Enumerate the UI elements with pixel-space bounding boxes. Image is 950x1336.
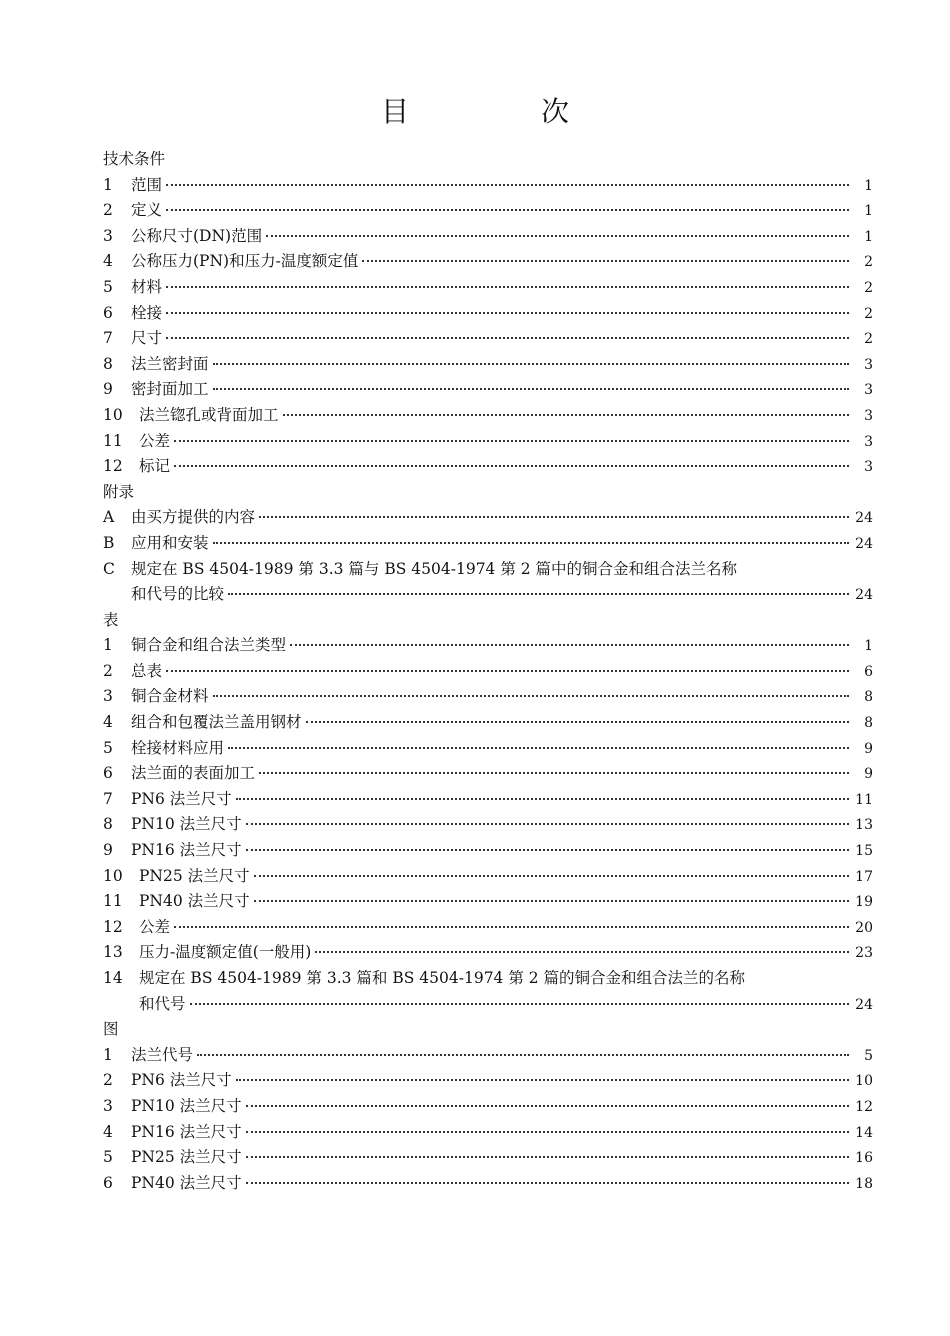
entry-number: 11 (103, 892, 123, 911)
entry-label: PN10 法兰尺寸 (131, 1096, 242, 1115)
entry-body (131, 275, 873, 302)
entry-label: 密封面加工 (131, 380, 209, 399)
toc-entry[interactable] (103, 326, 873, 352)
entry-page-number: 20 (855, 919, 873, 936)
entry-label: 范围 (131, 175, 163, 194)
entry-page-number: 12 (855, 1098, 873, 1115)
toc-entry[interactable] (103, 812, 873, 838)
section-heading: 图 (103, 1020, 119, 1039)
toc-entry[interactable] (103, 249, 873, 275)
entry-page-number: 16 (855, 1150, 873, 1167)
toc-entry[interactable] (103, 1094, 873, 1120)
entry-label: 组合和包覆法兰盖用钢材 (131, 713, 302, 732)
dot-leader (259, 772, 849, 774)
entry-number: 5 (103, 1148, 113, 1167)
entry-page-number: 19 (855, 894, 873, 911)
dot-leader (174, 440, 849, 442)
toc-entry[interactable] (103, 966, 873, 1017)
entry-label: 规定在 BS 4504-1989 第 3.3 篇和 BS 4504-1974 第 2 篇的铜合金和组合法兰的名称 (139, 969, 746, 987)
toc-entry[interactable] (103, 377, 873, 403)
entry-body (131, 249, 873, 276)
entry-label: 法兰面的表面加工 (131, 764, 256, 783)
toc-entry[interactable] (103, 1068, 873, 1094)
dot-leader (283, 414, 849, 416)
entry-continuation (139, 992, 873, 1018)
entry-label: 公称尺寸(DN)范围 (131, 226, 263, 245)
entry-page-number: 3 (864, 356, 873, 373)
entry-body (131, 1068, 873, 1095)
entry-body (131, 736, 873, 763)
entry-label: 法兰密封面 (131, 354, 209, 373)
table-of-contents (103, 147, 873, 1196)
dot-leader (259, 516, 849, 518)
dot-leader (190, 1003, 849, 1005)
dot-leader (166, 286, 849, 288)
dot-leader (213, 388, 849, 390)
dot-leader (228, 593, 849, 595)
entry-page-number: 3 (864, 382, 873, 399)
toc-entry[interactable] (103, 889, 873, 915)
entry-body (131, 557, 873, 608)
toc-entry[interactable] (103, 557, 873, 608)
entry-label: 铜合金和组合法兰类型 (131, 636, 287, 655)
toc-entry[interactable] (103, 173, 873, 199)
dot-leader (166, 337, 849, 339)
dot-leader (213, 542, 849, 544)
toc-entry[interactable] (103, 787, 873, 813)
entry-body (131, 1094, 873, 1121)
entry-body (139, 915, 873, 942)
dot-leader (266, 235, 849, 237)
entry-number: 2 (103, 661, 113, 680)
entry-label: 材料 (131, 277, 163, 296)
entry-page-number: 1 (864, 203, 873, 220)
entry-body (131, 198, 873, 225)
entry-label: PN10 法兰尺寸 (131, 815, 242, 834)
entry-label: 定义 (131, 201, 163, 220)
toc-entry[interactable] (103, 684, 873, 710)
entry-number: 3 (103, 1096, 113, 1115)
entry-page-number: 24 (855, 587, 873, 604)
entry-page-number: 2 (864, 331, 873, 348)
entry-page-number: 6 (864, 663, 873, 680)
entry-body (131, 326, 873, 353)
toc-entry[interactable] (103, 1145, 873, 1171)
entry-label: 铜合金材料 (131, 687, 209, 706)
entry-body (139, 940, 873, 967)
entry-body (131, 1171, 873, 1198)
entry-body (131, 1145, 873, 1172)
entry-page-number: 2 (864, 305, 873, 322)
dot-leader (246, 1182, 849, 1184)
entry-page-number: 24 (855, 510, 873, 527)
entry-page-number: 9 (864, 740, 873, 757)
entry-body (139, 403, 873, 430)
toc-entry[interactable] (103, 531, 873, 557)
dot-leader (246, 1131, 849, 1133)
entry-label: 栓接材料应用 (131, 738, 225, 757)
entry-page-number: 13 (855, 817, 873, 834)
entry-page-number: 15 (855, 843, 873, 860)
entry-number: 8 (103, 354, 113, 373)
entry-label: PN6 法兰尺寸 (131, 1071, 232, 1090)
entry-body (131, 377, 873, 404)
dot-leader (362, 260, 849, 262)
entry-body (139, 864, 873, 891)
dot-leader (246, 1156, 849, 1158)
entry-number: 10 (103, 866, 123, 885)
toc-entry[interactable] (103, 1043, 873, 1069)
entry-page-number: 23 (855, 945, 873, 962)
toc-entry[interactable] (103, 838, 873, 864)
entry-label: PN16 法兰尺寸 (131, 1122, 242, 1141)
entry-body (131, 761, 873, 788)
entry-label: 规定在 BS 4504-1989 第 3.3 篇与 BS 4504-1974 第 2 篇中的铜合金和组合法兰名称 (131, 559, 738, 578)
dot-leader (236, 798, 849, 800)
entry-body (131, 224, 873, 251)
entry-page-number: 3 (864, 459, 873, 476)
section-heading: 表 (103, 610, 119, 629)
entry-page-number: 1 (864, 177, 873, 194)
entry-body (131, 710, 873, 737)
entry-body (131, 173, 873, 200)
entry-number: 11 (103, 431, 123, 450)
entry-label: 法兰代号 (131, 1045, 194, 1064)
entry-page-number: 24 (855, 535, 873, 552)
dot-leader (213, 363, 849, 365)
dot-leader (246, 1105, 849, 1107)
entry-body (131, 531, 873, 558)
entry-label-continued: 和代号的比较 (131, 585, 225, 604)
dot-leader (174, 926, 849, 928)
entry-body (139, 454, 873, 481)
entry-page-number: 17 (855, 868, 873, 885)
entry-number: 5 (103, 738, 113, 757)
entry-page-number: 1 (864, 638, 873, 655)
dot-leader (213, 695, 849, 697)
entry-page-number: 24 (855, 996, 873, 1013)
entry-label: PN40 法兰尺寸 (139, 892, 250, 911)
dot-leader (246, 823, 849, 825)
entry-page-number: 11 (855, 791, 873, 808)
entry-label: 尺寸 (131, 329, 163, 348)
entry-number: 7 (103, 329, 113, 348)
section-heading: 附录 (103, 482, 135, 501)
entry-label-continued: 和代号 (139, 994, 186, 1013)
toc-entry[interactable] (103, 633, 873, 659)
entry-page-number: 10 (855, 1073, 873, 1090)
toc-entry[interactable] (103, 198, 873, 224)
entry-body (131, 659, 873, 686)
entry-label: 应用和安装 (131, 533, 209, 552)
entry-number: 6 (103, 1173, 113, 1192)
entry-page-number: 1 (864, 228, 873, 245)
toc-entry[interactable] (103, 301, 873, 327)
dot-leader (197, 1054, 849, 1056)
entry-label: 法兰锪孔或背面加工 (139, 405, 279, 424)
toc-entry[interactable] (103, 710, 873, 736)
entry-continuation (131, 582, 873, 608)
dot-leader (254, 875, 849, 877)
entry-number: 7 (103, 789, 113, 808)
entry-page-number: 2 (864, 279, 873, 296)
entry-number: 5 (103, 277, 113, 296)
toc-entry[interactable] (103, 761, 873, 787)
entry-body (131, 505, 873, 532)
entry-label: 公差 (139, 917, 171, 936)
entry-label: 标记 (139, 457, 171, 476)
entry-body (131, 787, 873, 814)
toc-entry[interactable] (103, 403, 873, 429)
entry-body (139, 429, 873, 456)
toc-entry[interactable] (103, 736, 873, 762)
toc-entry[interactable] (103, 505, 873, 531)
entry-page-number: 8 (864, 715, 873, 732)
entry-number: 8 (103, 815, 113, 834)
dot-leader (166, 312, 849, 314)
entry-number: 9 (103, 380, 113, 399)
dot-leader (236, 1079, 849, 1081)
entry-page-number: 3 (864, 433, 873, 450)
entry-body (131, 352, 873, 379)
entry-page-number: 5 (864, 1047, 873, 1064)
entry-number: 6 (103, 303, 113, 322)
entry-number: 12 (103, 457, 123, 476)
toc-entry[interactable] (103, 864, 873, 890)
page-title: 目 次 (380, 95, 621, 128)
entry-number: 2 (103, 201, 113, 220)
entry-body (139, 966, 873, 1017)
entry-label: PN25 法兰尺寸 (131, 1148, 242, 1167)
entry-label: 压力-温度额定值(一般用) (139, 943, 312, 962)
entry-number: 3 (103, 687, 113, 706)
entry-number: C (103, 559, 115, 578)
entry-label: PN25 法兰尺寸 (139, 866, 250, 885)
dot-leader (246, 849, 849, 851)
dot-leader (228, 747, 849, 749)
toc-entry[interactable] (103, 940, 873, 966)
entry-number: 10 (103, 405, 123, 424)
toc-entry[interactable] (103, 659, 873, 685)
toc-entry[interactable] (103, 429, 873, 455)
entry-number: 4 (103, 713, 113, 732)
entry-number: 14 (103, 969, 123, 987)
toc-entry[interactable] (103, 224, 873, 250)
entry-body (131, 1043, 873, 1070)
entry-page-number: 3 (864, 407, 873, 424)
entry-number: 2 (103, 1071, 113, 1090)
entry-label: 公称压力(PN)和压力-温度额定值 (131, 252, 359, 271)
entry-number: 12 (103, 917, 123, 936)
entry-label: PN6 法兰尺寸 (131, 789, 232, 808)
dot-leader (166, 209, 849, 211)
toc-entry[interactable] (103, 915, 873, 941)
entry-number: B (103, 533, 115, 552)
entry-label: PN40 法兰尺寸 (131, 1173, 242, 1192)
dot-leader (306, 721, 849, 723)
dot-leader (315, 951, 849, 953)
entry-body (139, 889, 873, 916)
entry-number: 6 (103, 764, 113, 783)
entry-number: 1 (103, 175, 113, 194)
entry-number: 4 (103, 252, 113, 271)
entry-page-number: 14 (855, 1124, 873, 1141)
entry-number: A (103, 508, 115, 527)
entry-page-number: 18 (855, 1175, 873, 1192)
entry-label: PN16 法兰尺寸 (131, 841, 242, 860)
dot-leader (166, 184, 849, 186)
toc-entry[interactable] (103, 352, 873, 378)
entry-label: 由买方提供的内容 (131, 508, 256, 527)
entry-body (131, 684, 873, 711)
dot-leader (290, 644, 849, 646)
entry-label: 公差 (139, 431, 171, 450)
entry-number: 1 (103, 636, 113, 655)
entry-number: 13 (103, 943, 123, 962)
entry-number: 3 (103, 226, 113, 245)
entry-body (131, 812, 873, 839)
entry-label: 栓接 (131, 303, 163, 322)
toc-entry[interactable] (103, 1171, 873, 1197)
entry-number: 4 (103, 1122, 113, 1141)
entry-body (131, 633, 873, 660)
dot-leader (254, 900, 849, 902)
section-heading: 技术条件 (103, 150, 166, 168)
entry-page-number: 8 (864, 689, 873, 706)
dot-leader (174, 465, 849, 467)
entry-page-number: 2 (864, 254, 873, 271)
toc-entry[interactable] (103, 275, 873, 301)
entry-body (131, 838, 873, 865)
entry-body (131, 301, 873, 328)
entry-label: 总表 (131, 661, 163, 680)
entry-number: 9 (103, 841, 113, 860)
toc-entry[interactable] (103, 1120, 873, 1146)
toc-entry[interactable] (103, 454, 873, 480)
entry-page-number: 9 (864, 766, 873, 783)
dot-leader (166, 670, 849, 672)
entry-body (131, 1120, 873, 1147)
entry-number: 1 (103, 1045, 113, 1064)
